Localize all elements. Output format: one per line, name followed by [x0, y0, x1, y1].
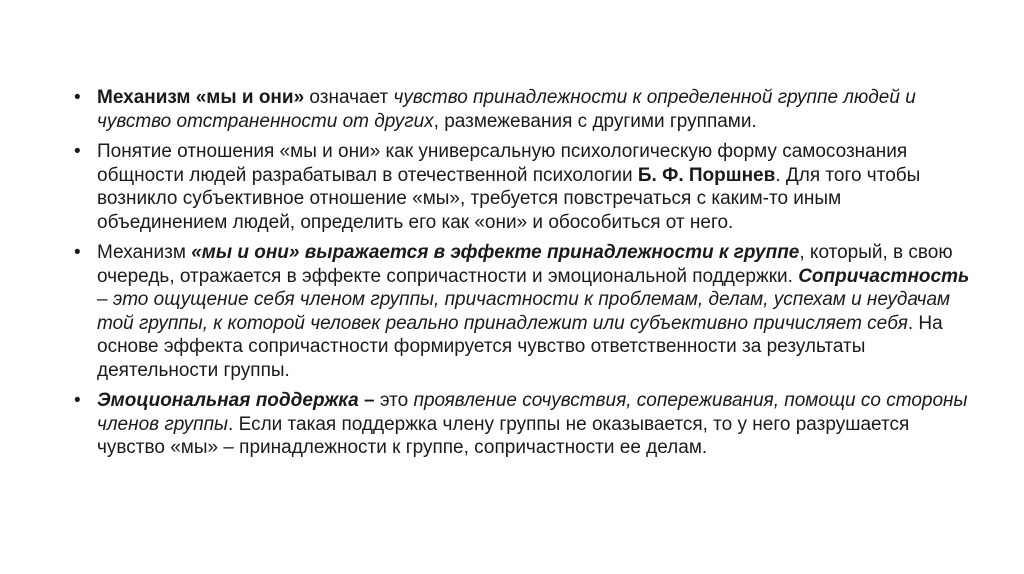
text-run: , размежевания с другими группами. [433, 110, 757, 132]
text-run: это [379, 390, 414, 411]
bullet-item-1 [74, 86, 974, 133]
text-run: – это ощущение себя членом группы, причастности к проблемам, делам, успехам и неудачам той группы, к которой человек реально принадлежит или субъективно причисляет себя [97, 289, 951, 334]
bullet-dot: • [74, 390, 81, 411]
text-run: . На основе эффекта сопричастности формируется чувство ответственности за результаты деятельности группы. [97, 312, 943, 381]
text-run: Механизм [97, 242, 192, 263]
text-run: чувство принадлежности к определенной группе людей и чувство отстраненности от других [97, 87, 916, 132]
bullet-dot: • [74, 141, 81, 162]
bullet-dot: • [74, 242, 81, 263]
text-run: «мы и они» выражается в эффекте принадлежности к группе [191, 242, 800, 263]
bullet-item-3 [74, 241, 974, 382]
text-run: Б. Ф. Поршнев [637, 164, 776, 186]
text-run: означает [304, 87, 394, 108]
text-run: Механизм «мы и они» [97, 87, 305, 108]
bullet-item-2 [74, 140, 974, 234]
text-run: . Для того чтобы возникло субъективное отношение «мы», требуется повстречаться с каким-то иным объединением людей, определить его как «они» и обособиться от него. [97, 164, 921, 233]
text-run: Понятие отношения «мы и они» как универсальную психологическую форму самосознания общности людей разрабатывал в отечественной психологии [97, 141, 908, 186]
text-run: Эмоциональная поддержка – [97, 390, 380, 411]
text-run: , который, в свою очередь, отражается в эффекте сопричастности и эмоциональной поддержки. [97, 242, 953, 287]
text-run: . Если такая поддержка члену группы не оказывается, то у него разрушается чувство «мы» – принадлежности к группе, сопричастности ее делам. [97, 413, 910, 458]
bullet-item-4 [74, 389, 974, 460]
bullet-dot: • [74, 87, 81, 108]
text-run: проявление сочувствия, сопереживания, помощи со стороны членов группы [97, 390, 968, 435]
text-run: Сопричастность [798, 265, 970, 287]
bullet-list [74, 86, 974, 467]
